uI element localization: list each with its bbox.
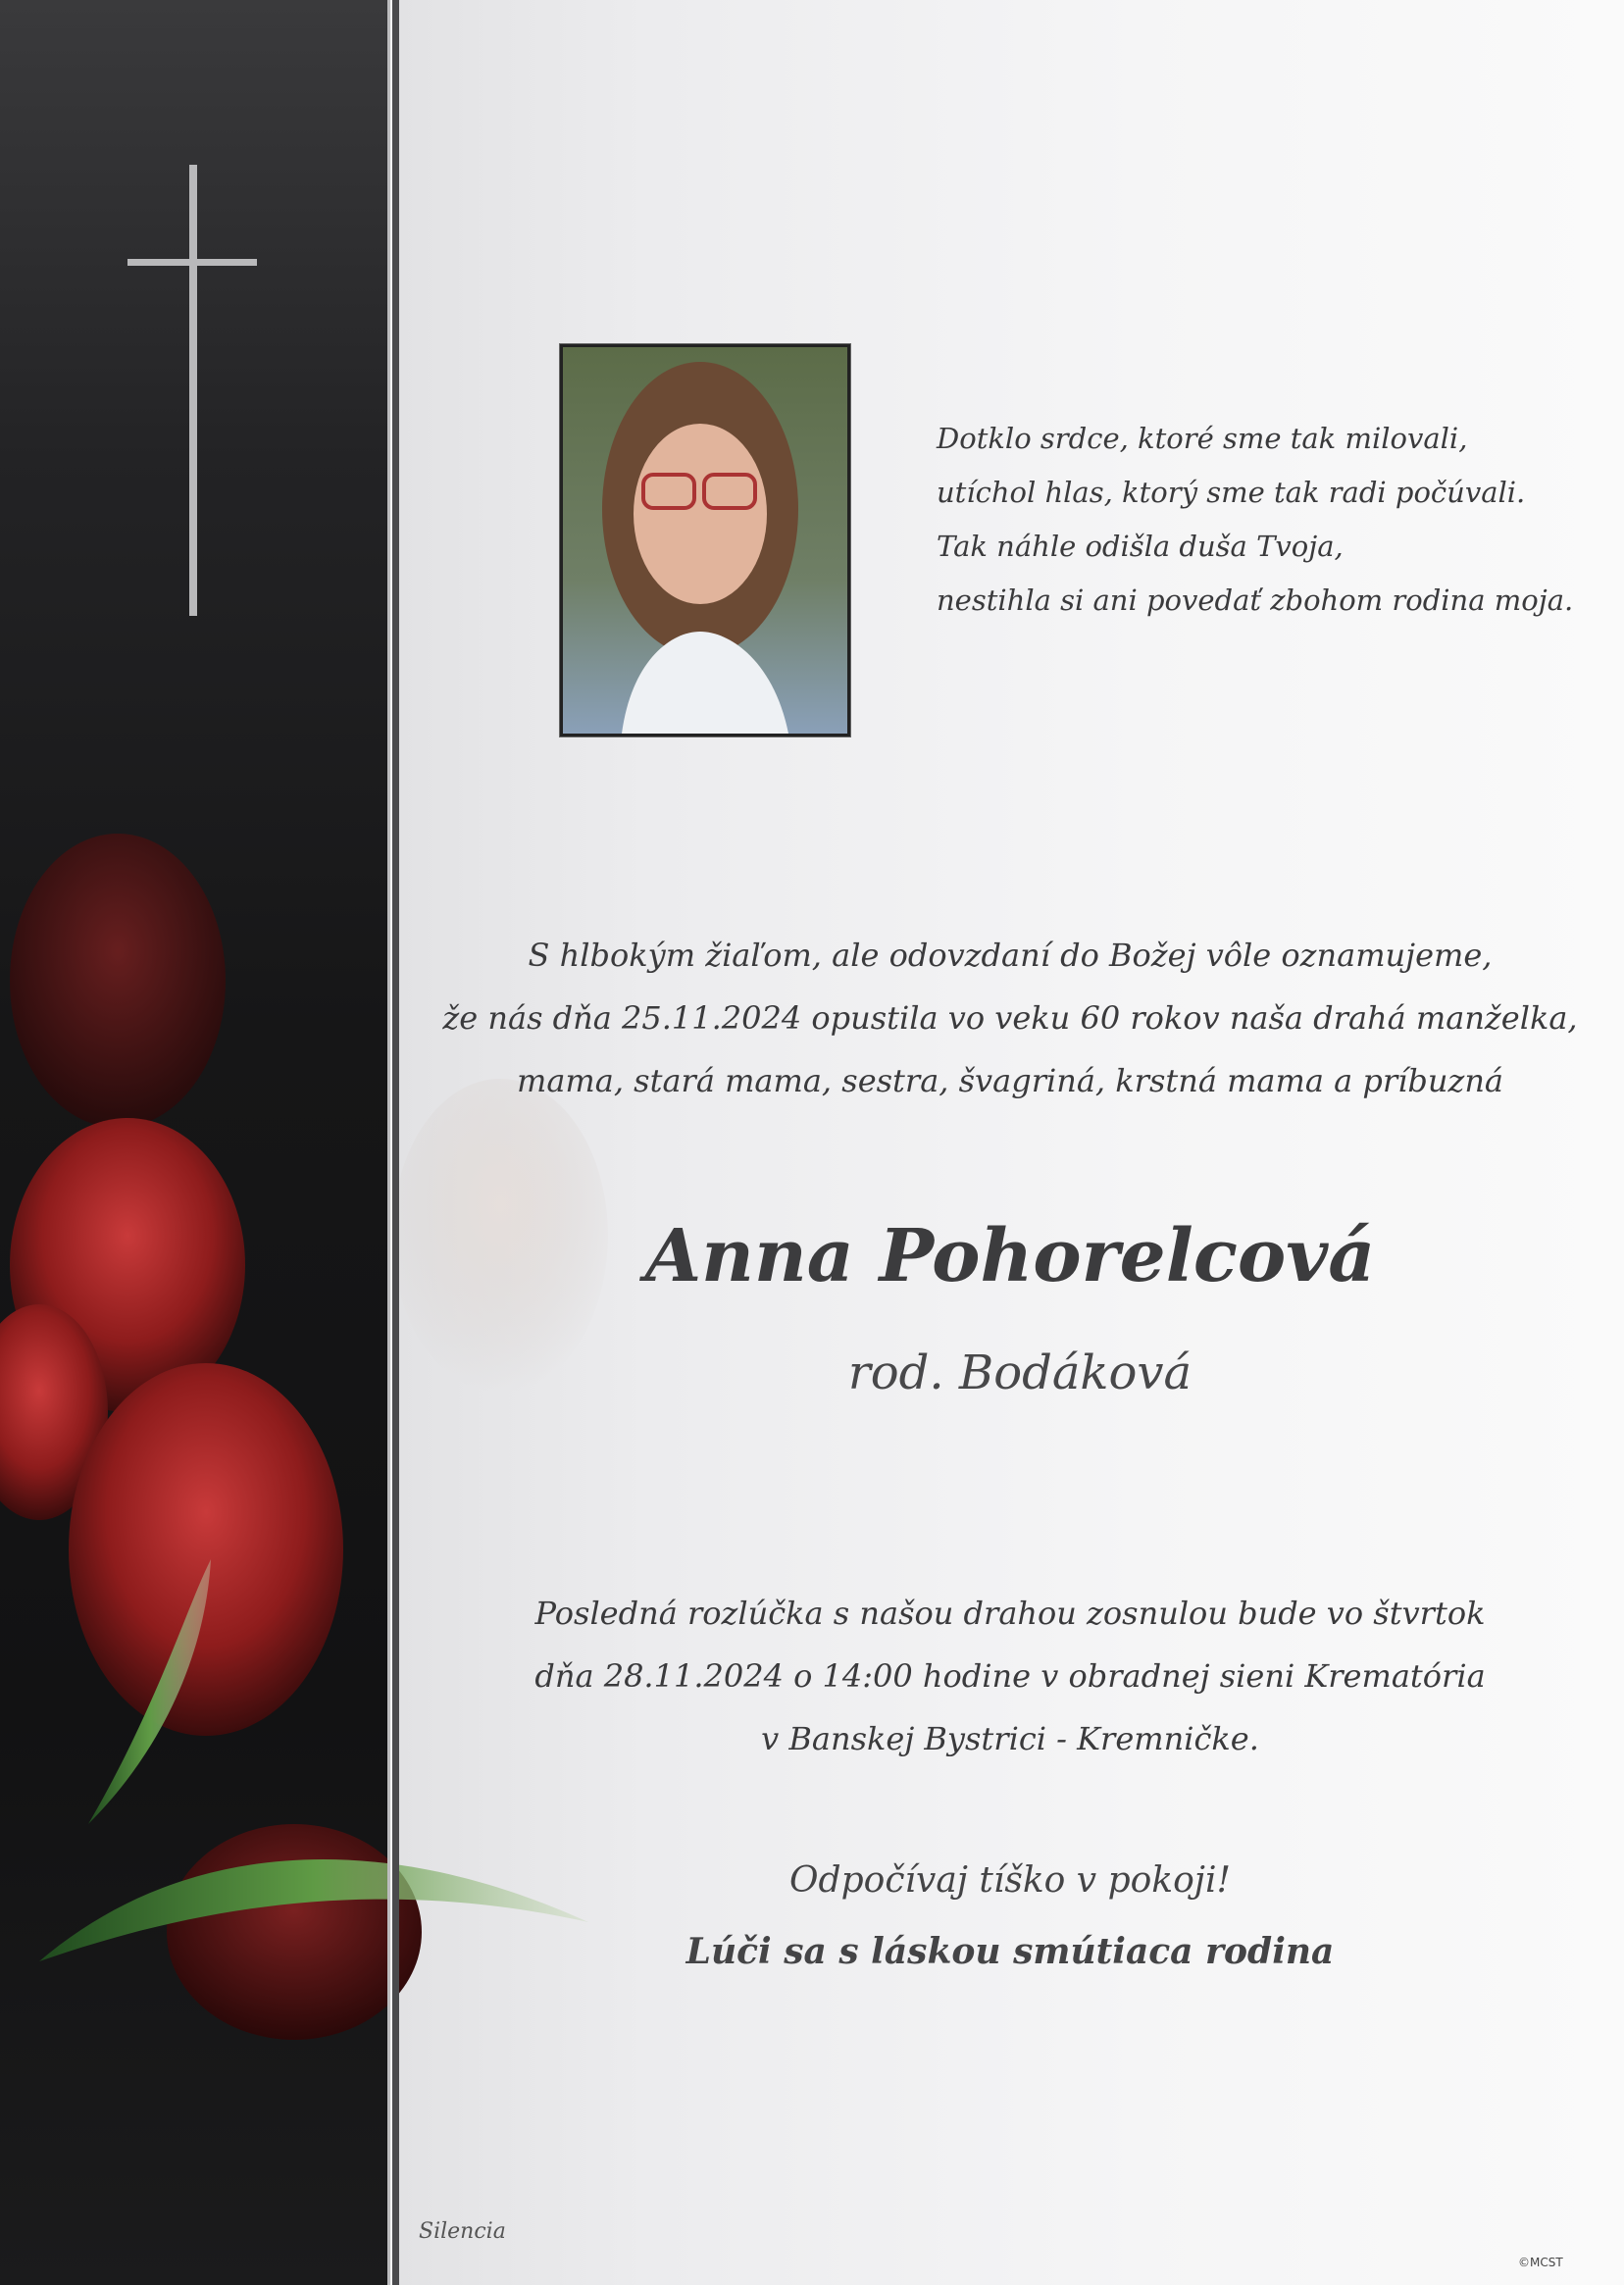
- poem-line: utíchol hlas, ktorý sme tak radi počúvali.: [937, 476, 1526, 509]
- vertical-divider: [387, 0, 399, 2285]
- funeral-details: [431, 1582, 1589, 1770]
- cross-icon: [127, 165, 257, 616]
- funeral-line: v Banskej Bystrici - Kremničke.: [761, 1720, 1259, 1757]
- poem-line: nestihla si ani povedať zbohom rodina moja.: [937, 584, 1574, 617]
- rest-in-peace-line: Odpočívaj tíško v pokoji!: [789, 1860, 1231, 1901]
- copyright-label: ©MCST: [1518, 2256, 1563, 2269]
- funeral-line: Posledná rozlúčka s našou drahou zosnulou bude vo štvrtok: [534, 1595, 1486, 1632]
- family-signoff: Lúči sa s láskou smútiaca rodina: [685, 1931, 1335, 1972]
- deceased-name: Anna Pohorelcová: [644, 1214, 1376, 1298]
- closing-message: [510, 1846, 1510, 1987]
- portrait-photo-frame: [559, 343, 851, 737]
- memorial-poem: [937, 412, 1574, 628]
- announcement-line: mama, stará mama, sestra, švagriná, krstná mama a príbuzná: [516, 1062, 1503, 1099]
- poem-line: Dotklo srdce, ktoré sme tak milovali,: [937, 422, 1468, 455]
- maiden-name: rod. Bodáková: [847, 1346, 1193, 1400]
- funeral-line: dňa 28.11.2024 o 14:00 hodine v obradnej sieni Krematória: [534, 1657, 1486, 1695]
- poem-line: Tak náhle odišla duša Tvoja,: [937, 530, 1344, 563]
- portrait-photo: [563, 347, 847, 734]
- announcement-line: S hlbokým žiaľom, ale odovzdaní do Božej vôle oznamujeme,: [528, 937, 1493, 974]
- death-announcement: [431, 924, 1589, 1112]
- announcement-line: že nás dňa 25.11.2024 opustila vo veku 60 rokov naša drahá manželka,: [442, 999, 1578, 1037]
- brand-label: Silencia: [419, 2219, 506, 2244]
